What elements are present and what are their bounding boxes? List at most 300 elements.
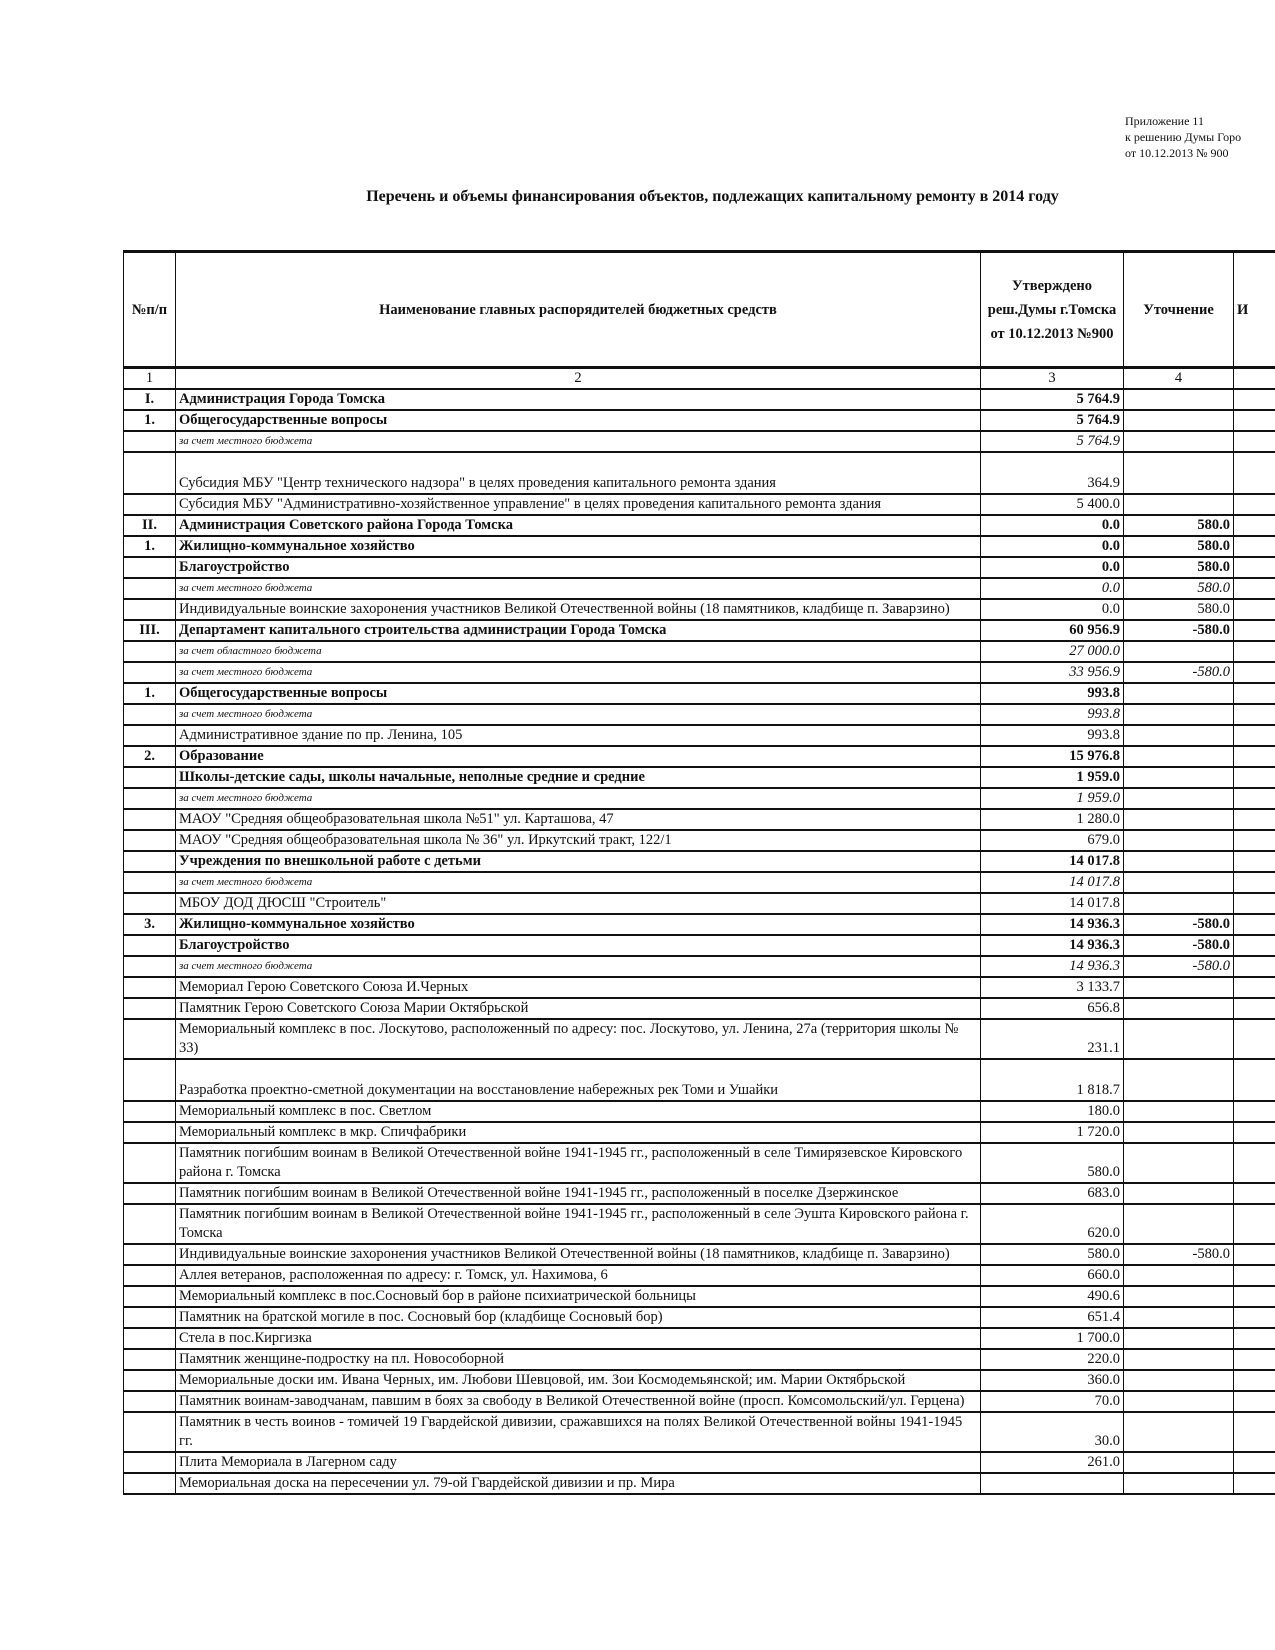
- row-approved-value: 993.8: [981, 683, 1124, 704]
- row-name: Памятник на братской могиле в пос. Сосновый бор (кладбище Сосновый бор): [176, 1307, 981, 1328]
- row-extra-cell: [1234, 998, 1275, 1019]
- row-refinement-value: 580.0: [1124, 578, 1234, 599]
- row-extra-cell: [1234, 914, 1275, 935]
- row-number: [124, 809, 176, 830]
- row-number: [124, 1143, 176, 1183]
- row-extra-cell: [1234, 620, 1275, 641]
- row-extra-cell: [1234, 1143, 1275, 1183]
- table-row: [124, 851, 1275, 872]
- row-approved-value: 14 017.8: [981, 893, 1124, 914]
- colnum-2: 2: [176, 368, 981, 390]
- row-extra-cell: [1234, 1307, 1275, 1328]
- financing-table: [123, 250, 1275, 1495]
- row-name: Благоустройство: [176, 935, 981, 956]
- row-approved-value: 0.0: [981, 578, 1124, 599]
- row-approved-value: 5 764.9: [981, 389, 1124, 410]
- table-row: [124, 410, 1275, 431]
- row-approved-value: 360.0: [981, 1370, 1124, 1391]
- row-extra-cell: [1234, 1412, 1275, 1452]
- row-name: Памятник женщине-подростку на пл. Новособорной: [176, 1349, 981, 1370]
- table-row: [124, 704, 1275, 725]
- row-name: Субсидия МБУ "Центр технического надзора" в целях проведения капитального ремонта здания: [176, 452, 981, 494]
- row-refinement-value: [1124, 1122, 1234, 1143]
- row-extra-cell: [1234, 515, 1275, 536]
- row-approved-value: 27 000.0: [981, 641, 1124, 662]
- row-name: Разработка проектно-сметной документации на восстановление набережных рек Томи и Ушайки: [176, 1059, 981, 1101]
- row-name: Плита Мемориала в Лагерном саду: [176, 1452, 981, 1473]
- row-name: Администрация Города Томска: [176, 389, 981, 410]
- row-refinement-value: [1124, 788, 1234, 809]
- row-approved-value: 0.0: [981, 599, 1124, 620]
- row-number: [124, 788, 176, 809]
- row-approved-value: 231.1: [981, 1019, 1124, 1059]
- row-name: Образование: [176, 746, 981, 767]
- document-title: Перечень и объемы финансирования объектов, подлежащих капитальному ремонту в 2014 году: [366, 188, 1059, 205]
- row-refinement-value: 580.0: [1124, 536, 1234, 557]
- row-name: за счет местного бюджета: [176, 956, 981, 977]
- row-extra-cell: [1234, 1059, 1275, 1101]
- row-number: [124, 578, 176, 599]
- row-name: Департамент капитального строительства администрации Города Томска: [176, 620, 981, 641]
- header-num: №п/п: [124, 252, 176, 368]
- row-number: [124, 830, 176, 851]
- row-refinement-value: [1124, 872, 1234, 893]
- row-number: [124, 998, 176, 1019]
- row-refinement-value: [1124, 1473, 1234, 1494]
- row-number: [124, 851, 176, 872]
- row-extra-cell: [1234, 935, 1275, 956]
- row-name: за счет местного бюджета: [176, 662, 981, 683]
- row-approved-value: 33 956.9: [981, 662, 1124, 683]
- row-number: [124, 1265, 176, 1286]
- row-number: [124, 935, 176, 956]
- row-name: за счет местного бюджета: [176, 704, 981, 725]
- header-next: И: [1234, 252, 1275, 368]
- appendix-note: [1125, 113, 1241, 161]
- row-number: [124, 599, 176, 620]
- row-extra-cell: [1234, 1122, 1275, 1143]
- row-number: [124, 1412, 176, 1452]
- row-name: Жилищно-коммунальное хозяйство: [176, 914, 981, 935]
- row-extra-cell: [1234, 1101, 1275, 1122]
- row-approved-value: 679.0: [981, 830, 1124, 851]
- row-refinement-value: [1124, 1412, 1234, 1452]
- row-approved-value: 1 959.0: [981, 788, 1124, 809]
- table-row: [124, 683, 1275, 704]
- table-row: [124, 893, 1275, 914]
- row-approved-value: 70.0: [981, 1391, 1124, 1412]
- row-name: Школы-детские сады, школы начальные, неполные средние и средние: [176, 767, 981, 788]
- row-approved-value: 14 936.3: [981, 956, 1124, 977]
- row-refinement-value: [1124, 893, 1234, 914]
- row-approved-value: 1 959.0: [981, 767, 1124, 788]
- row-extra-cell: [1234, 1244, 1275, 1265]
- row-extra-cell: [1234, 662, 1275, 683]
- row-approved-value: 993.8: [981, 725, 1124, 746]
- row-refinement-value: [1124, 1059, 1234, 1101]
- row-extra-cell: [1234, 578, 1275, 599]
- table-row: [124, 599, 1275, 620]
- row-approved-value: 1 818.7: [981, 1059, 1124, 1101]
- table-row: [124, 788, 1275, 809]
- row-name: Жилищно-коммунальное хозяйство: [176, 536, 981, 557]
- table-row: [124, 494, 1275, 515]
- row-refinement-value: [1124, 1265, 1234, 1286]
- table-row: [124, 578, 1275, 599]
- header-refinement: Уточнение: [1124, 252, 1234, 368]
- row-approved-value: 656.8: [981, 998, 1124, 1019]
- row-name: Памятник погибшим воинам в Великой Отечественной войне 1941-1945 гг., расположенный в селе Тимирязевское Кировского района г. Томска: [176, 1143, 981, 1183]
- row-refinement-value: 580.0: [1124, 515, 1234, 536]
- row-name: Индивидуальные воинские захоронения участников Великой Отечественной войны (18 памятников, кладбище п. Заварзино): [176, 1244, 981, 1265]
- row-extra-cell: [1234, 956, 1275, 977]
- table-body: [124, 389, 1275, 1494]
- row-extra-cell: [1234, 1183, 1275, 1204]
- table-row: [124, 1059, 1275, 1101]
- row-refinement-value: [1124, 1307, 1234, 1328]
- row-number: [124, 1370, 176, 1391]
- table-row: [124, 641, 1275, 662]
- row-number: [124, 1101, 176, 1122]
- row-number: [124, 494, 176, 515]
- table-row: [124, 1452, 1275, 1473]
- row-number: [124, 1286, 176, 1307]
- table-row: [124, 1412, 1275, 1452]
- row-extra-cell: [1234, 1328, 1275, 1349]
- row-name: за счет местного бюджета: [176, 872, 981, 893]
- row-number: [124, 1328, 176, 1349]
- row-extra-cell: [1234, 431, 1275, 452]
- table-row: [124, 1391, 1275, 1412]
- row-extra-cell: [1234, 1370, 1275, 1391]
- row-name: Мемориальный комплекс в пос. Лоскутово, расположенный по адресу: пос. Лоскутово, ул. Ленина, 27а (территория школы № 33): [176, 1019, 981, 1059]
- row-approved-value: 1 700.0: [981, 1328, 1124, 1349]
- row-number: [124, 1391, 176, 1412]
- row-name: за счет областного бюджета: [176, 641, 981, 662]
- row-approved-value: 0.0: [981, 536, 1124, 557]
- row-number: [124, 662, 176, 683]
- row-extra-cell: [1234, 1204, 1275, 1244]
- row-extra-cell: [1234, 1391, 1275, 1412]
- colnum-1: 1: [124, 368, 176, 390]
- row-refinement-value: [1124, 641, 1234, 662]
- table-row: [124, 1183, 1275, 1204]
- row-refinement-value: -580.0: [1124, 914, 1234, 935]
- row-approved-value: 180.0: [981, 1101, 1124, 1122]
- row-refinement-value: -580.0: [1124, 1244, 1234, 1265]
- row-refinement-value: [1124, 767, 1234, 788]
- row-approved-value: 30.0: [981, 1412, 1124, 1452]
- table-row: [124, 1328, 1275, 1349]
- table-row: [124, 1307, 1275, 1328]
- row-extra-cell: [1234, 1265, 1275, 1286]
- row-approved-value: 60 956.9: [981, 620, 1124, 641]
- row-number: 3.: [124, 914, 176, 935]
- row-name: Мемориал Герою Советского Союза И.Черных: [176, 977, 981, 998]
- row-approved-value: 683.0: [981, 1183, 1124, 1204]
- table-row: [124, 1265, 1275, 1286]
- row-approved-value: 14 936.3: [981, 935, 1124, 956]
- table-row: [124, 1019, 1275, 1059]
- row-refinement-value: [1124, 1391, 1234, 1412]
- row-name: Мемориальный комплекс в пос. Светлом: [176, 1101, 981, 1122]
- row-approved-value: 0.0: [981, 515, 1124, 536]
- table-row: [124, 1244, 1275, 1265]
- row-refinement-value: [1124, 1349, 1234, 1370]
- row-extra-cell: [1234, 1286, 1275, 1307]
- row-number: [124, 1019, 176, 1059]
- row-name: Субсидия МБУ "Административно-хозяйственное управление" в целях проведения капитального ремонта здания: [176, 494, 981, 515]
- table-row: [124, 767, 1275, 788]
- row-name: Общегосударственные вопросы: [176, 683, 981, 704]
- table-row: [124, 872, 1275, 893]
- row-approved-value: 5 400.0: [981, 494, 1124, 515]
- row-number: [124, 1204, 176, 1244]
- row-number: [124, 1452, 176, 1473]
- row-number: III.: [124, 620, 176, 641]
- row-refinement-value: [1124, 1183, 1234, 1204]
- row-extra-cell: [1234, 683, 1275, 704]
- row-refinement-value: [1124, 851, 1234, 872]
- row-extra-cell: [1234, 494, 1275, 515]
- row-approved-value: 1 720.0: [981, 1122, 1124, 1143]
- row-extra-cell: [1234, 830, 1275, 851]
- row-number: II.: [124, 515, 176, 536]
- table-row: [124, 725, 1275, 746]
- row-extra-cell: [1234, 1452, 1275, 1473]
- table-row: [124, 452, 1275, 494]
- appendix-line-3: от 10.12.2013 № 900: [1125, 146, 1229, 160]
- row-number: [124, 725, 176, 746]
- row-extra-cell: [1234, 746, 1275, 767]
- row-number: [124, 1059, 176, 1101]
- table-row: [124, 1101, 1275, 1122]
- row-approved-value: 14 017.8: [981, 872, 1124, 893]
- row-refinement-value: [1124, 410, 1234, 431]
- row-extra-cell: [1234, 725, 1275, 746]
- colnum-4: 4: [1124, 368, 1234, 390]
- appendix-line-2: к решению Думы Горо: [1125, 130, 1242, 144]
- row-refinement-value: [1124, 704, 1234, 725]
- row-name: Памятник Герою Советского Союза Марии Октябрьской: [176, 998, 981, 1019]
- row-refinement-value: [1124, 683, 1234, 704]
- row-extra-cell: [1234, 1473, 1275, 1494]
- row-number: [124, 956, 176, 977]
- row-name: Благоустройство: [176, 557, 981, 578]
- row-name: Административное здание по пр. Ленина, 105: [176, 725, 981, 746]
- row-number: [124, 1183, 176, 1204]
- row-refinement-value: -580.0: [1124, 620, 1234, 641]
- colnum-5: [1234, 368, 1275, 390]
- row-approved-value: 15 976.8: [981, 746, 1124, 767]
- row-name: Памятник воинам-заводчанам, павшим в боях за свободу в Великой Отечественной войне (просп. Комсомольский/ул. Герцена): [176, 1391, 981, 1412]
- row-refinement-value: [1124, 977, 1234, 998]
- row-extra-cell: [1234, 788, 1275, 809]
- table-row: [124, 956, 1275, 977]
- row-refinement-value: [1124, 1204, 1234, 1244]
- row-extra-cell: [1234, 893, 1275, 914]
- row-approved-value: 3 133.7: [981, 977, 1124, 998]
- row-refinement-value: [1124, 452, 1234, 494]
- row-approved-value: [981, 1473, 1124, 1494]
- table-row: [124, 620, 1275, 641]
- row-refinement-value: [1124, 494, 1234, 515]
- row-refinement-value: 580.0: [1124, 599, 1234, 620]
- row-number: [124, 977, 176, 998]
- table-row: [124, 914, 1275, 935]
- table-row: [124, 1370, 1275, 1391]
- row-number: [124, 641, 176, 662]
- header-name: Наименование главных распорядителей бюджетных средств: [176, 252, 981, 368]
- table-row: [124, 557, 1275, 578]
- row-refinement-value: [1124, 830, 1234, 851]
- table-row: [124, 389, 1275, 410]
- table-row: [124, 662, 1275, 683]
- row-name: Аллея ветеранов, расположенная по адресу: г. Томск, ул. Нахимова, 6: [176, 1265, 981, 1286]
- row-approved-value: 620.0: [981, 1204, 1124, 1244]
- row-number: [124, 557, 176, 578]
- row-number: 1.: [124, 683, 176, 704]
- header-row: [124, 252, 1275, 368]
- row-refinement-value: [1124, 1286, 1234, 1307]
- appendix-line-1: Приложение 11: [1125, 114, 1204, 128]
- row-approved-value: 5 764.9: [981, 431, 1124, 452]
- row-name: Стела в пос.Киргизка: [176, 1328, 981, 1349]
- row-extra-cell: [1234, 452, 1275, 494]
- row-number: [124, 1473, 176, 1494]
- row-name: за счет местного бюджета: [176, 578, 981, 599]
- row-approved-value: 490.6: [981, 1286, 1124, 1307]
- row-approved-value: 1 280.0: [981, 809, 1124, 830]
- row-name: Индивидуальные воинские захоронения участников Великой Отечественной войны (18 памятников, кладбище п. Заварзино): [176, 599, 981, 620]
- row-extra-cell: [1234, 767, 1275, 788]
- row-name: Мемориальный комплекс в мкр. Спичфабрики: [176, 1122, 981, 1143]
- row-name: Мемориальный комплекс в пос.Сосновый бор в районе психиатрической больницы: [176, 1286, 981, 1307]
- row-approved-value: 580.0: [981, 1143, 1124, 1183]
- row-refinement-value: 580.0: [1124, 557, 1234, 578]
- row-approved-value: 993.8: [981, 704, 1124, 725]
- colnum-3: 3: [981, 368, 1124, 390]
- row-name: Памятник погибшим воинам в Великой Отечественной войне 1941-1945 гг., расположенный в селе Эушта Кировского района г. Томска: [176, 1204, 981, 1244]
- row-refinement-value: [1124, 809, 1234, 830]
- table-row: [124, 1122, 1275, 1143]
- header-approved: Утверждено реш.Думы г.Томска от 10.12.2013 №900: [981, 252, 1124, 368]
- row-approved-value: 651.4: [981, 1307, 1124, 1328]
- row-name: Учреждения по внешкольной работе с детьми: [176, 851, 981, 872]
- row-number: 1.: [124, 536, 176, 557]
- row-refinement-value: [1124, 431, 1234, 452]
- row-number: [124, 1349, 176, 1370]
- row-refinement-value: [1124, 389, 1234, 410]
- table-row: [124, 431, 1275, 452]
- row-number: [124, 431, 176, 452]
- row-approved-value: 5 764.9: [981, 410, 1124, 431]
- row-extra-cell: [1234, 410, 1275, 431]
- row-name: Администрация Советского района Города Томска: [176, 515, 981, 536]
- row-number: 1.: [124, 410, 176, 431]
- table-row: [124, 1204, 1275, 1244]
- row-extra-cell: [1234, 851, 1275, 872]
- row-extra-cell: [1234, 557, 1275, 578]
- row-name: Общегосударственные вопросы: [176, 410, 981, 431]
- row-refinement-value: [1124, 1328, 1234, 1349]
- column-numbers-row: [124, 368, 1275, 390]
- table-row: [124, 1349, 1275, 1370]
- table-row: [124, 809, 1275, 830]
- row-name: Мемориальная доска на пересечении ул. 79-ой Гвардейской дивизии и пр. Мира: [176, 1473, 981, 1494]
- row-refinement-value: [1124, 746, 1234, 767]
- row-approved-value: 364.9: [981, 452, 1124, 494]
- row-extra-cell: [1234, 977, 1275, 998]
- row-extra-cell: [1234, 641, 1275, 662]
- row-approved-value: 14 017.8: [981, 851, 1124, 872]
- row-name: МБОУ ДОД ДЮСШ "Строитель": [176, 893, 981, 914]
- row-number: [124, 1122, 176, 1143]
- table-row: [124, 977, 1275, 998]
- row-name: за счет местного бюджета: [176, 431, 981, 452]
- row-number: [124, 872, 176, 893]
- row-name: МАОУ "Средняя общеобразовательная школа № 36" ул. Иркутский тракт, 122/1: [176, 830, 981, 851]
- table-row: [124, 935, 1275, 956]
- row-refinement-value: -580.0: [1124, 935, 1234, 956]
- row-number: [124, 893, 176, 914]
- row-approved-value: 0.0: [981, 557, 1124, 578]
- table-row: [124, 998, 1275, 1019]
- table-row: [124, 1473, 1275, 1494]
- row-number: [124, 1244, 176, 1265]
- row-refinement-value: -580.0: [1124, 662, 1234, 683]
- row-name: Памятник в честь воинов - томичей 19 Гвардейской дивизии, сражавшихся на полях Великой Отечественной войны 1941-1945 гг.: [176, 1412, 981, 1452]
- table-row: [124, 830, 1275, 851]
- row-refinement-value: [1124, 725, 1234, 746]
- table-row: [124, 515, 1275, 536]
- row-number: [124, 704, 176, 725]
- table-row: [124, 1143, 1275, 1183]
- row-extra-cell: [1234, 809, 1275, 830]
- row-approved-value: 261.0: [981, 1452, 1124, 1473]
- row-number: [124, 1307, 176, 1328]
- row-refinement-value: -580.0: [1124, 956, 1234, 977]
- row-refinement-value: [1124, 998, 1234, 1019]
- row-refinement-value: [1124, 1143, 1234, 1183]
- row-extra-cell: [1234, 536, 1275, 557]
- row-name: Мемориальные доски им. Ивана Черных, им. Любови Шевцовой, им. Зои Космодемьянской; им. Марии Октябрьской: [176, 1370, 981, 1391]
- row-approved-value: 580.0: [981, 1244, 1124, 1265]
- row-extra-cell: [1234, 389, 1275, 410]
- row-refinement-value: [1124, 1452, 1234, 1473]
- row-name: МАОУ "Средняя общеобразовательная школа №51" ул. Карташова, 47: [176, 809, 981, 830]
- row-extra-cell: [1234, 1349, 1275, 1370]
- row-number: 2.: [124, 746, 176, 767]
- table-row: [124, 1286, 1275, 1307]
- row-number: [124, 452, 176, 494]
- row-extra-cell: [1234, 704, 1275, 725]
- row-name: Памятник погибшим воинам в Великой Отечественной войне 1941-1945 гг., расположенный в поселке Дзержинское: [176, 1183, 981, 1204]
- row-name: за счет местного бюджета: [176, 788, 981, 809]
- row-extra-cell: [1234, 599, 1275, 620]
- row-refinement-value: [1124, 1370, 1234, 1391]
- row-number: [124, 767, 176, 788]
- table-row: [124, 536, 1275, 557]
- table-row: [124, 746, 1275, 767]
- row-number: I.: [124, 389, 176, 410]
- row-refinement-value: [1124, 1019, 1234, 1059]
- row-refinement-value: [1124, 1101, 1234, 1122]
- row-approved-value: 220.0: [981, 1349, 1124, 1370]
- row-approved-value: 660.0: [981, 1265, 1124, 1286]
- row-approved-value: 14 936.3: [981, 914, 1124, 935]
- row-extra-cell: [1234, 1019, 1275, 1059]
